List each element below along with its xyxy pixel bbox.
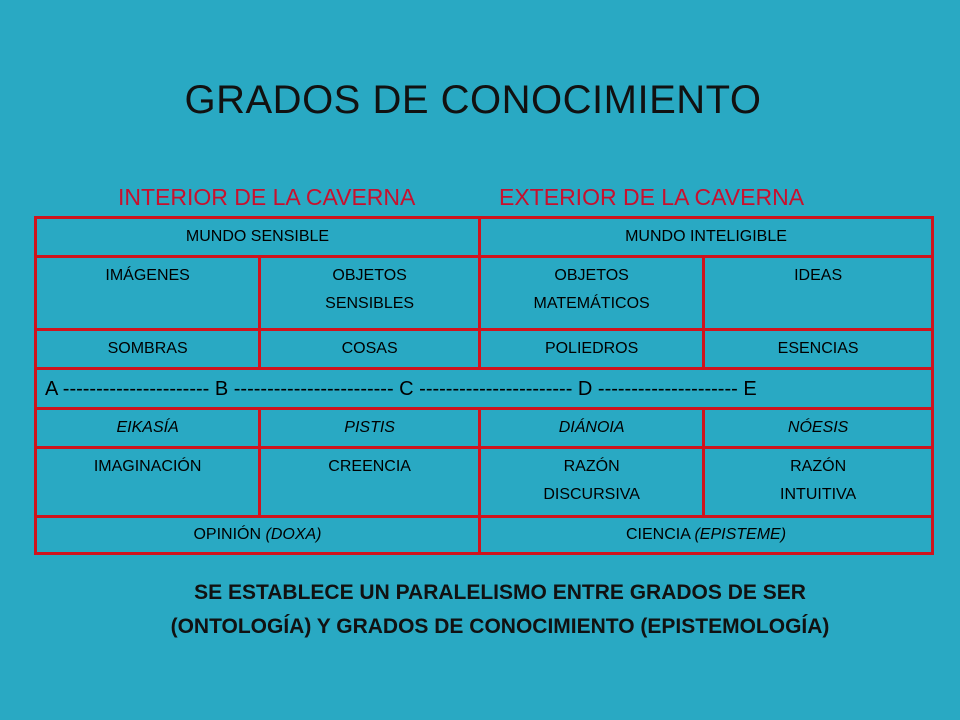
cell-ciencia: [480, 517, 933, 554]
table-row-objects: [36, 257, 933, 330]
cell-objetos-matematicos-line1: OBJETOS: [554, 267, 629, 284]
cell-imagenes: [36, 257, 260, 330]
cell-opinion-greek: (DOXA): [265, 526, 322, 543]
cell-opinion-main: OPINIÓN: [193, 526, 266, 543]
cell-mundo-sensible: MUNDO SENSIBLE: [36, 218, 480, 257]
cell-ciencia-main: CIENCIA: [625, 526, 695, 543]
table-row-examples: [36, 330, 933, 369]
cell-razon-intuitiva-line2: INTUITIVA: [780, 486, 857, 503]
cell-objetos-sensibles: [260, 257, 480, 330]
cell-poliedros: POLIEDROS: [480, 330, 704, 369]
cell-imagenes-text: IMÁGENES: [105, 267, 190, 284]
cell-razon-intuitiva: [704, 448, 933, 517]
cell-ciencia-greek: (EPISTEME): [694, 526, 787, 543]
cell-imaginacion: [36, 448, 260, 517]
cell-dianoia: DIÁNOIA: [480, 409, 704, 448]
cell-razon-intuitiva-line1: RAZÓN: [790, 458, 847, 475]
cell-pistis: PISTIS: [260, 409, 480, 448]
exterior-cave-label: EXTERIOR DE LA CAVERNA: [499, 184, 805, 210]
cell-objetos-sensibles-line2: SENSIBLES: [325, 295, 415, 312]
cave-headers: [0, 184, 960, 214]
knowledge-table: [34, 216, 934, 555]
cell-eikasia: EIKASÍA: [36, 409, 260, 448]
table-row-worlds: [36, 218, 933, 257]
cell-noesis: NÓESIS: [704, 409, 933, 448]
page-title: GRADOS DE CONOCIMIENTO: [184, 78, 762, 122]
cell-razon-discursiva-line2: DISCURSIVA: [543, 486, 640, 503]
footer-line-2: (ONTOLOGÍA) Y GRADOS DE CONOCIMIENTO (EPISTEMOLOGÍA): [170, 615, 830, 638]
table-row-knowledge: [36, 517, 933, 554]
footer-note: [0, 576, 960, 644]
cell-objetos-matematicos-line2: MATEMÁTICOS: [533, 295, 650, 312]
cell-ideas-text: IDEAS: [794, 267, 843, 284]
table-row-greek-terms: [36, 409, 933, 448]
cell-mundo-inteligible: MUNDO INTELIGIBLE: [480, 218, 933, 257]
cell-esencias: ESENCIAS: [704, 330, 933, 369]
cell-razon-discursiva-line1: RAZÓN: [563, 458, 620, 475]
cell-objetos-matematicos: [480, 257, 704, 330]
cell-ideas: [704, 257, 933, 330]
cell-cosas: COSAS: [260, 330, 480, 369]
interior-cave-label: INTERIOR DE LA CAVERNA: [118, 184, 416, 210]
table-row-faculties: [36, 448, 933, 517]
cell-creencia-text: CREENCIA: [328, 458, 411, 475]
cell-sombras: SOMBRAS: [36, 330, 260, 369]
cell-opinion: [36, 517, 480, 554]
cell-divided-line: A ---------------------- B ------------------------ C ----------------------- D --------------------- E: [36, 369, 933, 409]
table-row-divided-line: [36, 369, 933, 409]
cell-creencia: [260, 448, 480, 517]
cell-objetos-sensibles-line1: OBJETOS: [332, 267, 407, 284]
footer-line-1: SE ESTABLECE UN PARALELISMO ENTRE GRADOS DE SER: [194, 581, 806, 604]
cell-razon-discursiva: [480, 448, 704, 517]
cell-imaginacion-text: IMAGINACIÓN: [93, 458, 202, 475]
